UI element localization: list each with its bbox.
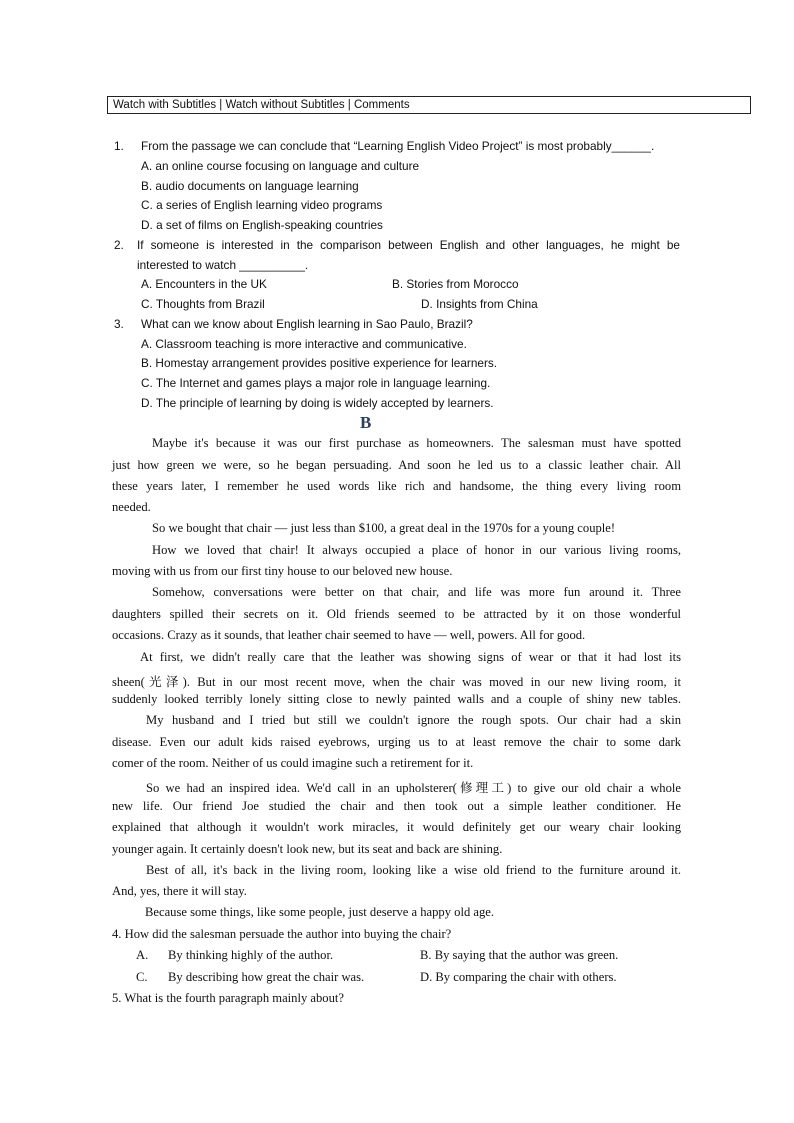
question-4-option-a-letter: A.: [136, 948, 149, 962]
question-3-stem: What can we know about English learning in Sao Paulo, Brazil?: [141, 317, 473, 331]
question-2-option-d: D. Insights from China: [421, 297, 538, 311]
passage-line: At first, we didn't really care that the leather was showing signs of wear or that it had lost its: [140, 650, 681, 664]
question-1-option-c: C. a series of English learning video programs: [141, 198, 383, 212]
passage-line: needed.: [112, 500, 151, 514]
video-nav-bar: Watch with Subtitles | Watch without Subtitles | Comments: [107, 96, 751, 114]
passage-line: disease. Even our adult kids raised eyebrows, urging us to at least remove the chair to some dark: [112, 735, 681, 749]
question-4-option-b: B. By saying that the author was green.: [420, 948, 619, 962]
question-4-stem: 4. How did the salesman persuade the author into buying the chair?: [112, 927, 452, 941]
passage-line: daughters spilled their secrets on it. Old friends seemed to be attracted by it on those wonderful: [112, 607, 681, 621]
question-3-option-a: A. Classroom teaching is more interactive and communicative.: [141, 337, 467, 351]
section-b-heading: B: [360, 413, 372, 432]
question-2-option-a: A. Encounters in the UK: [141, 277, 267, 291]
passage-line: And, yes, there it will stay.: [112, 884, 247, 898]
passage-line: younger again. It certainly doesn't look new, but its seat and back are shining.: [112, 842, 503, 856]
passage-line: these years later, I remember he used words like rich and handsome, the thing every living room: [112, 479, 681, 493]
passage-line: occasions. Crazy as it sounds, that leather chair seemed to have — well, powers. All for good.: [112, 628, 586, 642]
question-2-stem-line1: If someone is interested in the comparison between English and other languages, he might be: [137, 238, 680, 252]
question-3-option-c: C. The Internet and games plays a major role in language learning.: [141, 376, 491, 390]
question-1-option-a: A. an online course focusing on language and culture: [141, 159, 420, 173]
question-2-number: 2.: [114, 238, 124, 252]
passage-line: How we loved that chair! It always occupied a place of honor in our various living rooms,: [152, 543, 681, 557]
passage-line: Because some things, like some people, just deserve a happy old age.: [145, 905, 495, 919]
passage-line: Best of all, it's back in the living room, looking like a wise old friend to the furniture around it.: [146, 863, 681, 877]
passage-line: My husband and I tried but still we couldn't ignore the rough spots. Our chair had a skin: [146, 713, 681, 727]
question-4-option-c: By describing how great the chair was.: [168, 970, 365, 984]
passage-line: new life. Our friend Joe studied the chair and then took out a simple leather conditioner. He: [112, 799, 681, 813]
question-2-option-c: C. Thoughts from Brazil: [141, 297, 265, 311]
passage-line: moving with us from our first tiny house to our beloved new house.: [112, 564, 453, 578]
question-4-option-d: D. By comparing the chair with others.: [420, 970, 617, 984]
question-1-number: 1.: [114, 139, 124, 153]
question-2-option-b: B. Stories from Morocco: [392, 277, 519, 291]
question-4-option-c-letter: C.: [136, 970, 148, 984]
passage-line: just how green we were, so he began persuading. And soon he led us to a classic leather chair. All: [112, 458, 681, 472]
question-2-stem-line2: interested to watch __________.: [137, 258, 309, 272]
question-1-option-b: B. audio documents on language learning: [141, 179, 359, 193]
passage-line: Maybe it's because it was our first purchase as homeowners. The salesman must have spotted: [152, 436, 681, 450]
passage-line: Somehow, conversations were better on that chair, and life was more fun around it. Three: [152, 585, 681, 599]
question-5-stem: 5. What is the fourth paragraph mainly about?: [112, 991, 344, 1005]
question-3-option-d: D. The principle of learning by doing is widely accepted by learners.: [141, 396, 494, 410]
question-4-option-a: By thinking highly of the author.: [168, 948, 334, 962]
passage-line: comer of the room. Neither of us could imagine such a retirement for it.: [112, 756, 474, 770]
question-1-stem: From the passage we can conclude that “Learning English Video Project” is most probably______.: [141, 139, 655, 153]
passage-line: explained that although it wouldn't work miracles, it would definitely get our weary chair looking: [112, 820, 681, 834]
question-3-option-b: B. Homestay arrangement provides positive experience for learners.: [141, 356, 498, 370]
passage-line: suddenly looked terribly lonely sitting close to newly painted walls and a couple of shiny new tables.: [112, 692, 681, 706]
question-3-number: 3.: [114, 317, 124, 331]
passage-line: sheen(光泽). But in our most recent move, when the chair was moved in our new living room, it: [112, 675, 681, 689]
passage-line: So we had an inspired idea. We'd call in an upholsterer(修理工) to give our old chair a whole: [146, 781, 681, 795]
question-1-option-d: D. a set of films on English-speaking countries: [141, 218, 383, 232]
passage-line: So we bought that chair — just less than $100, a great deal in the 1970s for a young couple!: [152, 521, 616, 535]
